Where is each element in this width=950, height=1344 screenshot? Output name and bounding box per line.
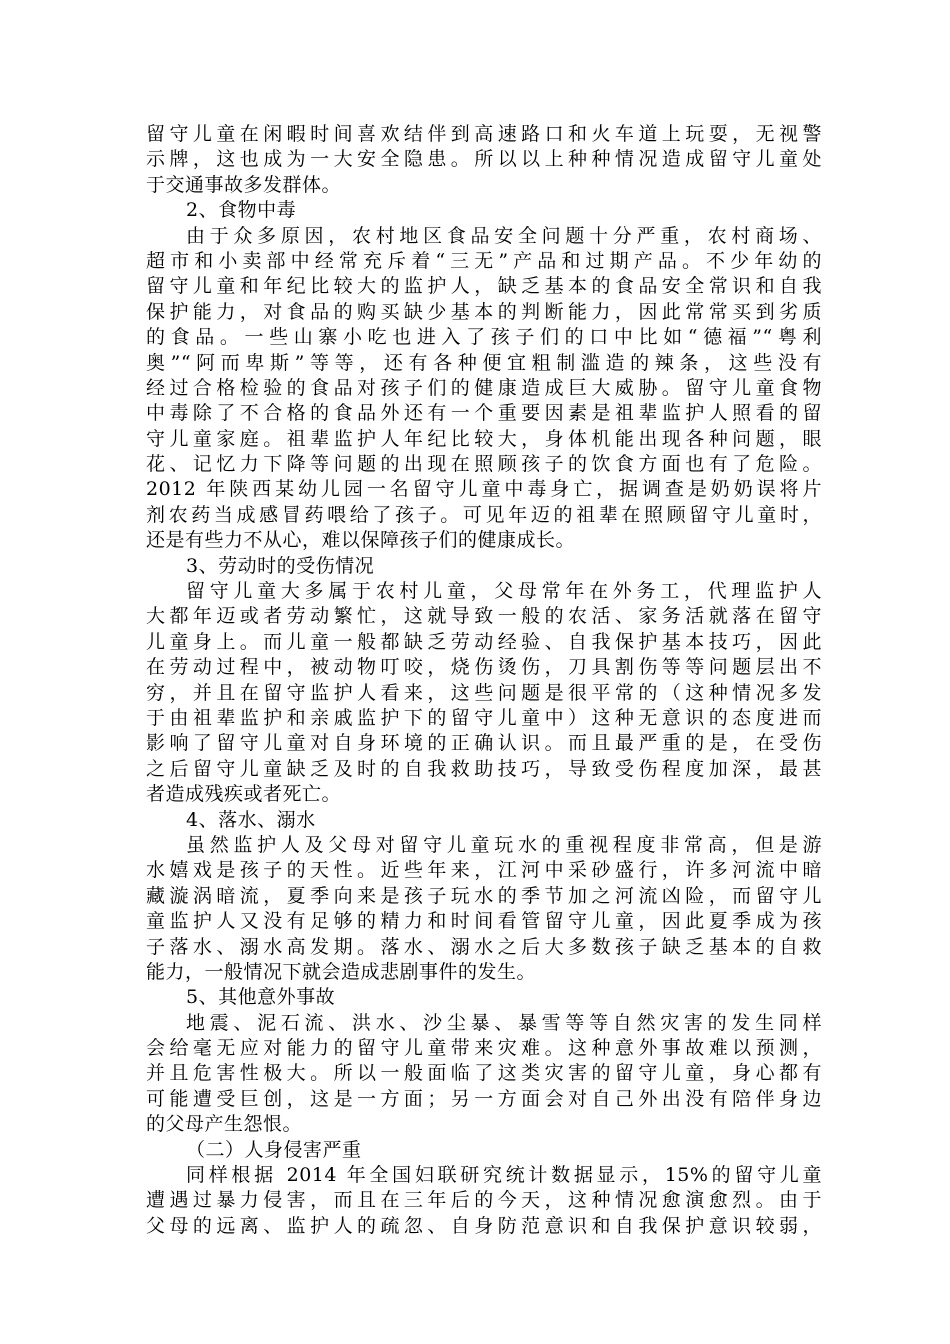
text-line: 子落水、溺水高发期。落水、溺水之后大多数孩子缺乏基本的自救 (146, 935, 822, 958)
text-line: 奥”“阿而卑斯”等等，还有各种便宜粗制滥造的辣条，这些没有 (146, 351, 822, 374)
text-line: 儿童身上。而儿童一般都缺乏劳动经验、自我保护基本技巧，因此 (146, 630, 822, 653)
text-line: 2、食物中毒 (186, 199, 297, 222)
text-line: 童监护人又没有足够的精力和时间看管留守儿童，因此夏季成为孩 (146, 910, 822, 933)
text-line: 穷，并且在留守监护人看来，这些问题是很平常的（这种情况多发 (146, 681, 822, 704)
text-line: 保护能力，对食品的购买缺少基本的判断能力，因此常常买到劣质 (146, 300, 822, 323)
text-line: 同样根据 2014 年全国妇联研究统计数据显示，15%的留守儿童 (186, 1164, 822, 1187)
text-line: 会给毫无应对能力的留守儿童带来灾难。这种意外事故难以预测， (146, 1037, 822, 1060)
body-text (146, 122, 822, 1239)
text-line: 4、落水、溺水 (186, 808, 316, 831)
text-line: 大都年迈或者劳动繁忙，这就导致一般的农活、家务活就落在留守 (146, 605, 822, 628)
text-line: 的食品。一些山寨小吃也进入了孩子们的口中比如“德福”“粤利 (146, 326, 822, 349)
text-line: 父母的远离、监护人的疏忽、自身防范意识和自我保护意识较弱， (146, 1214, 822, 1237)
text-line: 剂农药当成感冒药喂给了孩子。可见年迈的祖辈在照顾留守儿童时， (146, 503, 822, 526)
text-line: 水嬉戏是孩子的天性。近些年来，江河中采砂盛行，许多河流中暗 (146, 859, 822, 882)
text-line: 的父母产生怨恨。 (146, 1113, 303, 1136)
text-line: 地震、泥石流、洪水、沙尘暴、暴雪等等自然灾害的发生同样 (186, 1011, 822, 1034)
text-line: 超市和小卖部中经常充斥着“三无”产品和过期产品。不少年幼的 (146, 249, 822, 272)
text-line: 遭遇过暴力侵害，而且在三年后的今天，这种情况愈演愈烈。由于 (146, 1189, 822, 1212)
text-line: 示牌，这也成为一大安全隐患。所以以上种种情况造成留守儿童处 (146, 148, 822, 171)
text-line: 2012 年陕西某幼儿园一名留守儿童中毒身亡，据调查是奶奶误将片 (146, 478, 822, 501)
text-line: 留守儿童大多属于农村儿童，父母常年在外务工，代理监护人 (186, 580, 822, 603)
text-line: 并且危害性极大。所以一般面临了这类灾害的留守儿童，身心都有 (146, 1062, 822, 1085)
text-line: 能力，一般情况下就会造成悲剧事件的发生。 (146, 960, 537, 983)
text-line: 虽然监护人及父母对留守儿童玩水的重视程度非常高，但是游 (186, 833, 822, 856)
text-line: 花、记忆力下降等问题的出现在照顾孩子的饮食方面也有了危险。 (146, 453, 822, 476)
text-line: （二）人身侵害严重 (186, 1138, 362, 1161)
text-line: 于交通事故多发群体。 (146, 173, 342, 196)
text-line: 5、其他意外事故 (186, 986, 336, 1009)
text-line: 者造成残疾或者死亡。 (146, 783, 342, 806)
text-line: 可能遭受巨创，这是一方面；另一方面会对自己外出没有陪伴身边 (146, 1087, 822, 1110)
text-line: 由于众多原因，农村地区食品安全问题十分严重，农村商场、 (186, 224, 822, 247)
text-line: 留守儿童和年纪比较大的监护人，缺乏基本的食品安全常识和自我 (146, 275, 822, 298)
text-line: 经过合格检验的食品对孩子们的健康造成巨大威胁。留守儿童食物 (146, 376, 822, 399)
text-line: 在劳动过程中，被动物叮咬，烧伤烫伤，刀具割伤等等问题层出不 (146, 656, 822, 679)
text-line: 守儿童家庭。祖辈监护人年纪比较大，身体机能出现各种问题，眼 (146, 427, 822, 450)
text-line: 还是有些力不从心，难以保障孩子们的健康成长。 (146, 529, 576, 552)
text-line: 3、劳动时的受伤情况 (186, 554, 375, 577)
text-line: 之后留守儿童缺乏及时的自我救助技巧，导致受伤程度加深，最甚 (146, 757, 822, 780)
text-line: 于由祖辈监护和亲戚监护下的留守儿童中）这种无意识的态度进而 (146, 706, 822, 729)
text-line: 中毒除了不合格的食品外还有一个重要因素是祖辈监护人照看的留 (146, 402, 822, 425)
text-line: 藏漩涡暗流，夏季向来是孩子玩水的季节加之河流凶险，而留守儿 (146, 884, 822, 907)
text-line: 留守儿童在闲暇时间喜欢结伴到高速路口和火车道上玩耍，无视警 (146, 123, 822, 145)
text-line: 影响了留守儿童对自身环境的正确认识。而且最严重的是，在受伤 (146, 732, 822, 755)
